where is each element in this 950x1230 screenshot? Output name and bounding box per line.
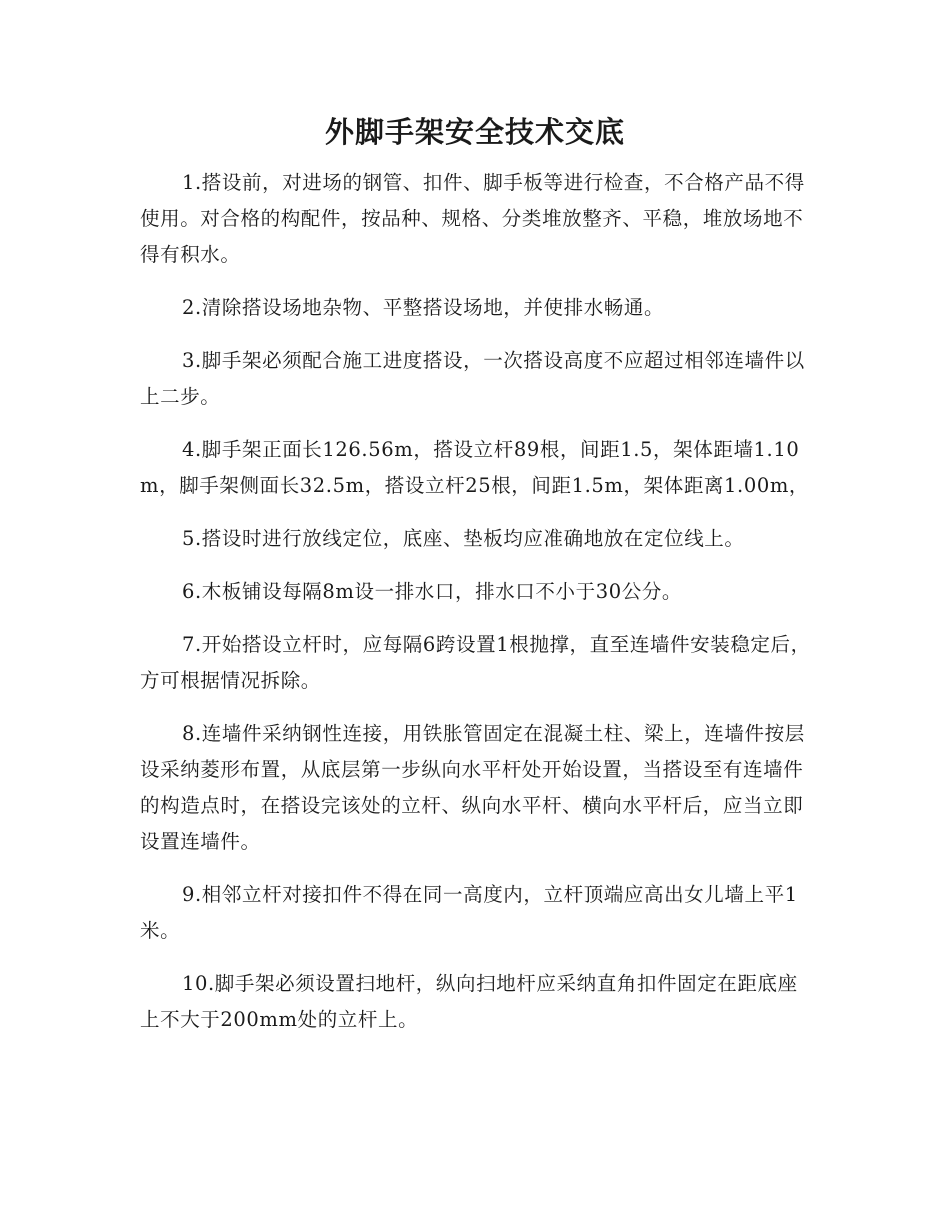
paragraph-6: 6.木板铺设每隔8m设一排水口，排水口不小于30公分。 bbox=[182, 580, 683, 603]
paragraph-3: 3.脚手架必须配合施工进度搭设，一次搭设高度不应超过相邻连墙件以上二步。 bbox=[140, 349, 805, 408]
paragraph-9: 9.相邻立杆对接扣件不得在同一高度内，立杆顶端应高出女儿墙上平1米。 bbox=[140, 883, 798, 942]
document-title: 外脚手架安全技术交底 bbox=[324, 115, 625, 149]
document-body bbox=[140, 165, 812, 1055]
paragraph-4: 4.脚手架正面长126.56m，搭设立杆89根，间距1.5，架体距墙1.10m，脚手架侧面长32.5m，搭设立杆25根，间距1.5m，架体距离1.00m， bbox=[140, 438, 810, 497]
paragraph-5: 5.搭设时进行放线定位，底座、垫板均应准确地放在定位线上。 bbox=[182, 527, 745, 550]
paragraph-8: 8.连墙件采纳钢性连接，用铁胀管固定在混凝土柱、梁上，连墙件按层设采纳菱形布置，从底层第一步纵向水平杆处开始设置，当搭设至有连墙件的构造点时，在搭设完该处的立杆、纵向水平杆、横向水平杆后，应当立即设置连墙件。 bbox=[140, 722, 805, 853]
paragraph-10: 10.脚手架必须设置扫地杆，纵向扫地杆应采纳直角扣件固定在距底座上不大于200mm处的立杆上。 bbox=[140, 972, 798, 1031]
paragraph-2: 2.清除搭设场地杂物、平整搭设场地，并使排水畅通。 bbox=[182, 296, 665, 319]
paragraph-7: 7.开始搭设立杆时，应每隔6跨设置1根抛撑，直至连墙件安装稳定后，方可根据情况拆除。 bbox=[140, 633, 811, 692]
paragraph-1: 1.搭设前，对进场的钢管、扣件、脚手板等进行检查，不合格产品不得使用。对合格的构配件，按品种、规格、分类堆放整齐、平稳，堆放场地不得有积水。 bbox=[140, 171, 805, 266]
